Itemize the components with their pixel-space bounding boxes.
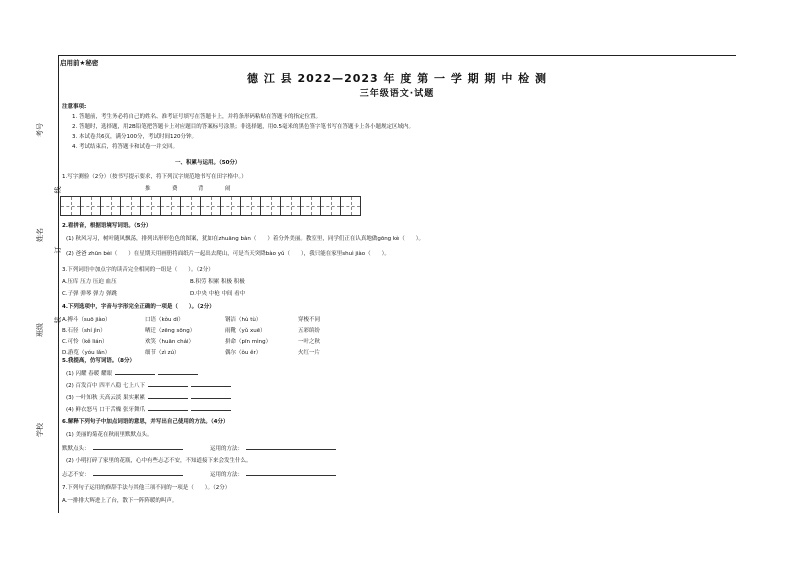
top-rule	[58, 55, 736, 56]
q3-option: A.压库 压力 压迫 血压	[62, 279, 117, 285]
q4-cell: 钢洁（hù tù）	[225, 317, 262, 323]
binding-margin	[22, 75, 62, 455]
q1-char: 闹	[225, 186, 231, 192]
note-item: 4. 考试结束后，将答题卡和试卷一并交回。	[72, 144, 178, 150]
q2-item: (1) 秋风习习，树叶随风飘荡，排列出形形色色的图案，犹如在zhuāng bàn（ ）着分外美丽。教室里，同学们正在认真地做gōng kè（ ）。	[66, 236, 425, 242]
page-title: 德 江 县 2022—2023 年 度 第 一 学 期 期 中 检 测	[246, 72, 547, 85]
q4-cell: 欢笑（huān chái）	[145, 339, 194, 345]
notes-heading: 注意事项:	[62, 104, 87, 110]
side-label-class: 班级	[36, 323, 44, 337]
question-7: 7.下列句子运用的修辞手法与其他三项不同的一项是（ ）。（2分）	[62, 485, 231, 491]
q5-row: (3) 一叶知秋 天高云淡 果实累累	[66, 392, 231, 401]
note-item: 3. 本试卷共6页，满分100分，考试时间120分钟。	[72, 134, 197, 140]
q2-item: (2) 爸爸 zhūn bèi（ ）在星期天用画册将面纸片一起出去爬山，可是当天突降bào yǔ（ ），我只能在家里shuì jiào（ ）。	[66, 251, 390, 257]
q5-row: (2) 百发百中 四平八稳 七上八下	[66, 380, 231, 389]
side-cut-mark: 装	[54, 316, 62, 324]
side-label-exam-id: 考号	[36, 123, 44, 137]
side-cut-mark: 订	[54, 246, 62, 254]
q6-item: (1) 美丽的菊花在秋雨里默默点头。	[66, 432, 153, 438]
q6-answer-label[interactable]: 默默点头：	[62, 443, 183, 452]
q4-cell: D.游览（yóu lǎn）	[62, 350, 111, 356]
secret-label: 启用前★秘密	[60, 59, 99, 67]
side-label-school: 学校	[36, 423, 44, 437]
q4-cell: 晒迁（zēng sōng）	[145, 328, 196, 334]
binding-line	[58, 55, 59, 513]
q1-char: 推	[145, 186, 151, 192]
q3-option: B.积劳 积累 积极 积极	[190, 279, 245, 285]
q4-cell: B.石径（shí jìn）	[62, 328, 106, 334]
question-2: 2.看拼音，根据语境写词语。（5分）	[62, 223, 152, 229]
q7-option: A.一排排大辉进上了台，散下一阵阵暖的叫声。	[62, 498, 178, 504]
q4-cell: 细节（zì zú）	[145, 350, 180, 356]
q4-cell: 一叶之秋	[298, 339, 321, 345]
q6-method-label[interactable]: 运用的方法：	[210, 443, 336, 452]
question-5: 5.我提高，仿写词语。（8分）	[62, 358, 135, 364]
q4-cell: 火红一片	[298, 350, 321, 356]
q4-cell: 口语（kǒu dí）	[145, 317, 184, 323]
page-subtitle: 三年级语文·试题	[359, 89, 435, 99]
q4-cell: 雨靴（yǔ xuē）	[225, 328, 266, 334]
q1-char: 费	[172, 186, 178, 192]
note-item: 1. 答题前，考生务必将自己的姓名、准考证号填写在答题卡上，并将条形码粘贴在答题卡的指定位置。	[72, 114, 321, 120]
q4-cell: 偶尔（ǒu ěr）	[225, 350, 262, 356]
question-1: 1.写字测验（2分）（按书写提示要求，将下列汉字规范地书写在田字格中。）	[62, 174, 247, 180]
question-6: 6.解释下列句子中加点词语的意思，并写出自己使用的方法。（4分）	[62, 419, 229, 425]
question-3: 3.下列词语中加点字的读音完全相同的一组是（ ）。（2分）	[62, 267, 214, 273]
section-heading: 一、积累与运用。（50分）	[175, 160, 241, 166]
q6-answer-label[interactable]: 忐忑不安：	[62, 469, 183, 478]
q3-option: C.子弹 弹琴 弹力 弹跳	[62, 291, 117, 297]
q5-row: (1) 闪耀 春暖 耀眼	[66, 368, 198, 377]
q5-row: (4) 鲜衣怒马 口干舌燥 张牙舞爪	[66, 404, 231, 413]
side-cut-mark: 线	[54, 186, 62, 194]
q4-cell: A.搏斗（suō jiào）	[62, 317, 111, 323]
q6-item: (2) 小明打碎了家里的花瓶，心中有些忐忑不安，不知道接下来会发生什么。	[66, 458, 252, 464]
q4-cell: 拼命（pīn mìng）	[225, 339, 272, 345]
writing-grid[interactable]	[60, 196, 361, 216]
q3-option: D.中央 中枪 中间 看中	[190, 291, 246, 297]
side-label-name: 姓名	[36, 228, 44, 242]
q1-char: 背	[198, 186, 204, 192]
q4-cell: 五彩缤纷	[298, 328, 321, 334]
note-item: 2. 答题时，选择题，用2B铅笔把答题卡上对应题目的答案标号涂黑；非选择题，用0.5毫米的黑色签字笔书写在答题卡上各小题规定区域内。	[72, 124, 415, 130]
question-4: 4.下列选项中，字音与字形完全正确的一项是（ ）。（2分）	[62, 304, 215, 310]
q4-cell: 穿梭不同	[298, 317, 321, 323]
q4-cell: C.可怜（kě lián）	[62, 339, 108, 345]
q6-method-label[interactable]: 运用的方法：	[210, 469, 336, 478]
